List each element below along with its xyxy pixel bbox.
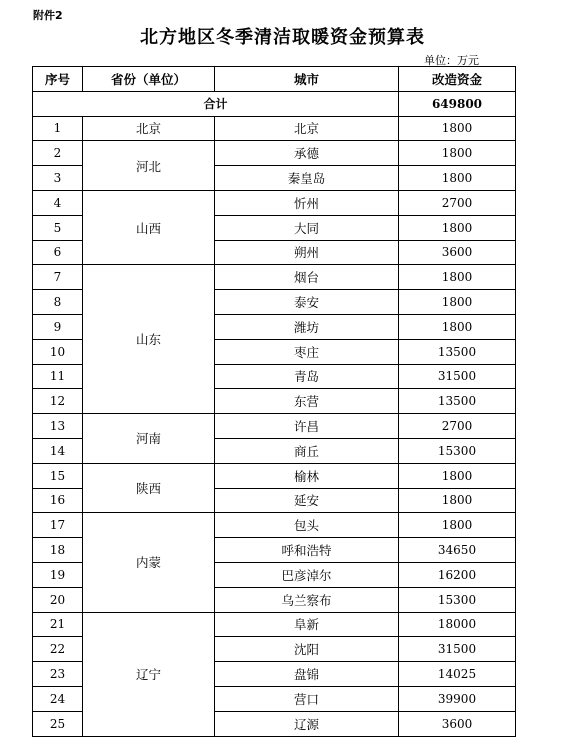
total-label: 合计 <box>33 91 399 116</box>
row-seq: 20 <box>33 587 83 612</box>
row-seq: 10 <box>33 339 83 364</box>
city-cell: 青岛 <box>215 364 399 389</box>
row-seq: 12 <box>33 389 83 414</box>
row-seq: 25 <box>33 711 83 736</box>
province-cell: 北京 <box>83 116 215 141</box>
city-cell: 盘锦 <box>215 662 399 687</box>
total-row <box>33 91 516 116</box>
row-seq: 8 <box>33 290 83 315</box>
table-row <box>33 141 516 166</box>
table-row <box>33 513 516 538</box>
city-cell: 北京 <box>215 116 399 141</box>
row-seq: 17 <box>33 513 83 538</box>
row-seq: 24 <box>33 686 83 711</box>
amount-cell: 15300 <box>399 587 516 612</box>
city-cell: 商丘 <box>215 438 399 463</box>
row-seq: 19 <box>33 562 83 587</box>
table-row <box>33 414 516 439</box>
province-cell: 内蒙 <box>83 513 215 612</box>
row-seq: 3 <box>33 166 83 191</box>
city-cell: 东营 <box>215 389 399 414</box>
col-header-seq: 序号 <box>33 67 83 92</box>
col-header-amount: 改造资金 <box>399 67 516 92</box>
amount-cell: 13500 <box>399 389 516 414</box>
city-cell: 延安 <box>215 488 399 513</box>
amount-cell: 3600 <box>399 711 516 736</box>
row-seq: 15 <box>33 463 83 488</box>
row-seq: 13 <box>33 414 83 439</box>
city-cell: 榆林 <box>215 463 399 488</box>
row-seq: 11 <box>33 364 83 389</box>
amount-cell: 1800 <box>399 314 516 339</box>
row-seq: 14 <box>33 438 83 463</box>
city-cell: 包头 <box>215 513 399 538</box>
row-seq: 21 <box>33 612 83 637</box>
table-row <box>33 612 516 637</box>
amount-cell: 31500 <box>399 637 516 662</box>
col-header-province: 省份（单位） <box>83 67 215 92</box>
amount-cell: 34650 <box>399 538 516 563</box>
city-cell: 呼和浩特 <box>215 538 399 563</box>
row-seq: 16 <box>33 488 83 513</box>
table-row <box>33 265 516 290</box>
table-header-row <box>33 67 516 92</box>
amount-cell: 1800 <box>399 463 516 488</box>
page-title: 北方地区冬季清洁取暖资金预算表 <box>140 27 425 48</box>
table-row <box>33 463 516 488</box>
row-seq: 18 <box>33 538 83 563</box>
amount-cell: 2700 <box>399 190 516 215</box>
province-cell: 陕西 <box>83 463 215 513</box>
city-cell: 承德 <box>215 141 399 166</box>
province-cell: 河北 <box>83 141 215 191</box>
amount-cell: 1800 <box>399 488 516 513</box>
amount-cell: 13500 <box>399 339 516 364</box>
unit-note: 单位：万元 <box>424 54 479 67</box>
amount-cell: 31500 <box>399 364 516 389</box>
amount-cell: 16200 <box>399 562 516 587</box>
amount-cell: 2700 <box>399 414 516 439</box>
province-cell: 辽宁 <box>83 612 215 736</box>
row-seq: 9 <box>33 314 83 339</box>
amount-cell: 1800 <box>399 513 516 538</box>
budget-table <box>32 66 516 737</box>
amount-cell: 39900 <box>399 686 516 711</box>
row-seq: 6 <box>33 240 83 265</box>
city-cell: 朔州 <box>215 240 399 265</box>
amount-cell: 1800 <box>399 116 516 141</box>
city-cell: 辽源 <box>215 711 399 736</box>
province-cell: 河南 <box>83 414 215 464</box>
province-cell: 山西 <box>83 190 215 264</box>
row-seq: 4 <box>33 190 83 215</box>
attachment-label: 附件2 <box>33 9 63 22</box>
province-cell: 山东 <box>83 265 215 414</box>
amount-cell: 18000 <box>399 612 516 637</box>
city-cell: 许昌 <box>215 414 399 439</box>
city-cell: 大同 <box>215 215 399 240</box>
city-cell: 沈阳 <box>215 637 399 662</box>
amount-cell: 1800 <box>399 290 516 315</box>
row-seq: 1 <box>33 116 83 141</box>
city-cell: 秦皇岛 <box>215 166 399 191</box>
city-cell: 巴彦淖尔 <box>215 562 399 587</box>
city-cell: 乌兰察布 <box>215 587 399 612</box>
table-row <box>33 190 516 215</box>
row-seq: 2 <box>33 141 83 166</box>
col-header-city: 城市 <box>215 67 399 92</box>
city-cell: 枣庄 <box>215 339 399 364</box>
amount-cell: 1800 <box>399 215 516 240</box>
table-row <box>33 116 516 141</box>
row-seq: 23 <box>33 662 83 687</box>
city-cell: 阜新 <box>215 612 399 637</box>
city-cell: 泰安 <box>215 290 399 315</box>
row-seq: 7 <box>33 265 83 290</box>
row-seq: 22 <box>33 637 83 662</box>
row-seq: 5 <box>33 215 83 240</box>
total-value: 649800 <box>399 91 516 116</box>
city-cell: 潍坊 <box>215 314 399 339</box>
amount-cell: 1800 <box>399 141 516 166</box>
city-cell: 营口 <box>215 686 399 711</box>
city-cell: 烟台 <box>215 265 399 290</box>
amount-cell: 1800 <box>399 166 516 191</box>
city-cell: 忻州 <box>215 190 399 215</box>
amount-cell: 15300 <box>399 438 516 463</box>
amount-cell: 1800 <box>399 265 516 290</box>
amount-cell: 14025 <box>399 662 516 687</box>
amount-cell: 3600 <box>399 240 516 265</box>
